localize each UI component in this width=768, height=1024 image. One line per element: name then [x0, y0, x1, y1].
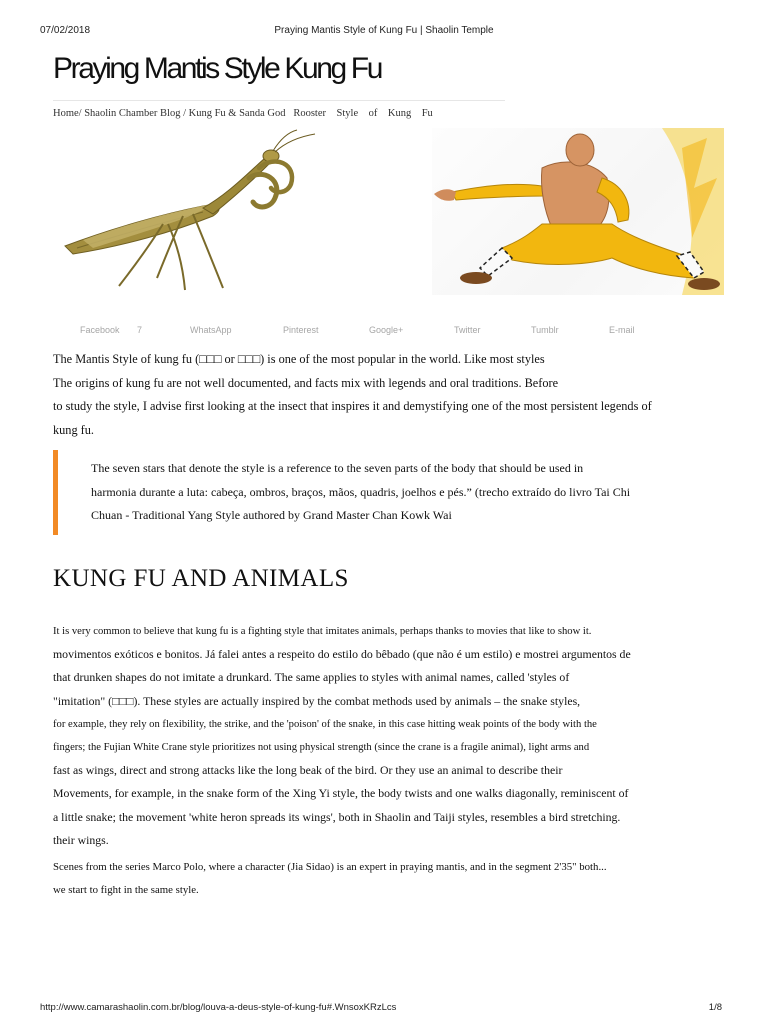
body-line: It is very common to believe that kung fu is a fighting style that imitates animals, perhaps thanks to movies that like to show it. [53, 626, 592, 637]
breadcrumb-home[interactable]: Home/ [53, 108, 82, 119]
scenes-line: we start to fight in the same style. [53, 884, 199, 896]
print-footer [40, 1002, 728, 1016]
body-line: that drunken shapes do not imitate a drunkard. The same applies to styles with animal names, called 'styles of [53, 670, 570, 685]
share-tumblr-button[interactable]: Tumblr [531, 325, 559, 335]
intro-paragraph [53, 348, 723, 442]
blockquote [53, 450, 713, 535]
breadcrumb-word: Fu [421, 108, 433, 119]
body-line: fingers; the Fujian White Crane style prioritizes not using physical strength (since the crane is a fragile animal), light arms and [53, 742, 590, 754]
quote-line: The seven stars that denote the style is a reference to the seven parts of the body that should be used in [91, 461, 584, 475]
quote-accent-bar [53, 450, 58, 535]
body-line: for example, they rely on flexibility, the strike, and the 'poison' of the snake, in this case hitting weak points of the body with the [53, 718, 597, 730]
page-number: 1/8 [708, 1002, 722, 1013]
facebook-share-count: 7 [137, 325, 143, 335]
share-facebook-button[interactable]: Facebook [80, 325, 120, 335]
body-line: movimentos exóticos e bonitos. Já falei antes a respeito do estilo do bêbado (que não é um estilo) e mostrei argumentos de [53, 647, 631, 662]
intro-line: to study the style, I advise first looking at the insect that inspires it and demystifying one of the most persistent legends of [53, 399, 652, 413]
title-divider [53, 100, 505, 101]
quote-line: harmonia durante a luta: cabeça, ombros, braços, mãos, quadris, joelhos e pés.” (trecho extraído do livro Tai Chi [91, 484, 631, 499]
body-line: their wings. [53, 832, 109, 847]
breadcrumb-word: Style [336, 108, 359, 119]
print-date: 07/02/2018 [40, 25, 91, 36]
breadcrumb-blog[interactable]: Shaolin Chamber Blog / [84, 108, 186, 119]
monk-illustration [432, 128, 724, 295]
intro-line: kung fu. [53, 422, 94, 437]
mantis-image [53, 128, 321, 295]
intro-line: The Mantis Style of kung fu (□□□ or □□□) is one of the most popular in the world. Like most styles [53, 352, 545, 366]
share-google-button[interactable]: Google+ [369, 325, 404, 335]
share-twitter-button[interactable]: Twitter [454, 325, 481, 335]
scenes-paragraph [53, 856, 723, 902]
intro-line: The origins of kung fu are not well documented, and facts mix with legends and oral traditions. Before [53, 375, 559, 390]
breadcrumb [53, 108, 433, 119]
site-title[interactable]: Praying Mantis Style Kung Fu [53, 52, 381, 85]
body-line: a little snake; the movement 'white heron spreads its wings', both in Shaolin and Taiji styles, resembles a bird stretching. [53, 809, 621, 824]
mantis-illustration [53, 128, 321, 295]
share-email-button[interactable]: E-mail [609, 325, 635, 335]
print-url: http://www.camarashaolin.com.br/blog/louva-a-deus-style-of-kung-fu#.WnsoxKRzLcs [40, 1002, 397, 1013]
section-heading: KUNG FU AND ANIMALS [53, 565, 349, 592]
breadcrumb-category[interactable]: Kung Fu & Sanda God [188, 108, 286, 119]
share-bar [53, 325, 713, 339]
scenes-line: Scenes from the series Marco Polo, where a character (Jia Sidao) is an expert in praying mantis, and in the segment 2'35" both... [53, 861, 607, 873]
body-line: fast as wings, direct and strong attacks like the long beak of the bird. Or they use an animal to describe their [53, 763, 563, 778]
body-paragraph [53, 620, 723, 852]
breadcrumb-word: Rooster [293, 108, 327, 119]
quote-line: Chuan - Traditional Yang Style authored by Grand Master Chan Kowk Wai [91, 508, 452, 522]
share-whatsapp-button[interactable]: WhatsApp [190, 325, 232, 335]
print-page-title: Praying Mantis Style of Kung Fu | Shaolin Temple [274, 25, 494, 36]
breadcrumb-word: Kung [387, 108, 412, 119]
share-pinterest-button[interactable]: Pinterest [283, 325, 319, 335]
print-header [40, 25, 728, 39]
body-line: "imitation" (□□□). These styles are actually inspired by the combat methods used by animals – the snake styles, [53, 693, 581, 708]
monk-image [432, 128, 724, 295]
body-line: Movements, for example, in the snake form of the Xing Yi style, the body twists and one walks diagonally, reminiscent of [53, 786, 629, 801]
quote-text [91, 457, 711, 528]
breadcrumb-word: of [368, 108, 378, 119]
